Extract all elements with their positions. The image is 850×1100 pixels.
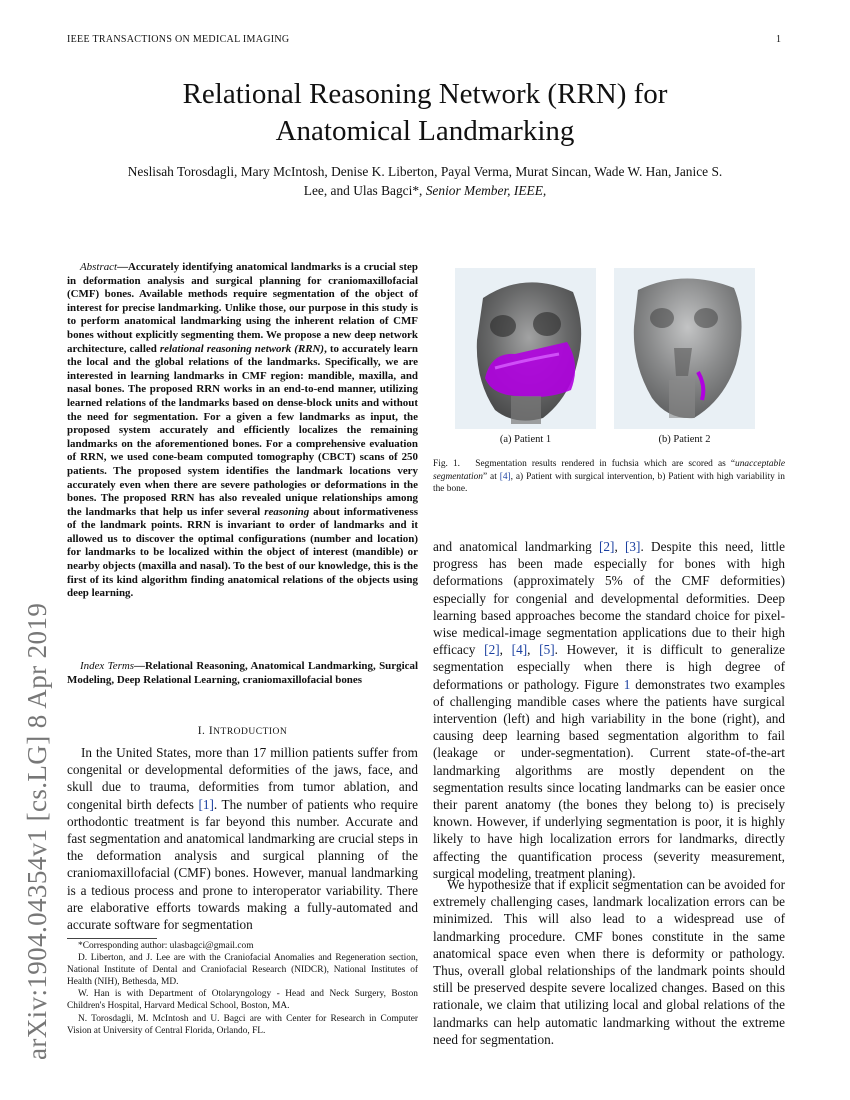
- figure-caption-text-2: ” at: [483, 471, 500, 482]
- footnote-corresponding: *Corresponding author: ulasbagci@gmail.com: [78, 941, 254, 951]
- author-list: [60, 162, 790, 200]
- right-paragraph-1: [433, 538, 785, 882]
- right-text-a: and anatomical landmarking: [433, 539, 599, 554]
- arxiv-stamp: arXiv:1904.04354v1 [cs.LG] 8 Apr 2019: [22, 602, 52, 1060]
- abstract-label: Abstract: [80, 261, 118, 273]
- paper-title: [0, 76, 850, 150]
- author-role: Senior Member, IEEE,: [425, 183, 547, 198]
- footnote-affiliation-nidcr: D. Liberton, and J. Lee are with the Craniofacial Anomalies and Regeneration section, National Institute of Dental and Craniofacial Research (NIDCR), National Institutes of Health (NIH), Bethesda, MD.: [67, 953, 418, 988]
- intro-text-1: In the United States, more than 17 million patients suffer from congenital or developmental deformities of the jaws, face, and skull due to trauma, deformities from tumor ablation, and congenital birth defects: [67, 745, 418, 812]
- figure-caption: [433, 458, 785, 496]
- figure-caption-emphasis: unacceptable segmentation: [433, 459, 786, 482]
- abstract-term-rrn: relational reasoning network (RRN): [159, 342, 325, 355]
- right-text-c: . However, it is difficult to generalize segmentation especially when there is high degree of deformations or pathology. Figure: [433, 642, 786, 692]
- right-paragraph-2: We hypothesize that if explicit segmentation can be avoided for extremely challenging cases, landmark localization errors can be minimized. This will also lead to a widespread use of landmarking procedure. CMF bones constitute in the same anatomical space even when there is deformity or pathology. Thus, overall global relationships of the landmark points should still be preserved despite severe localized changes. Based on this rationale, we claim that utilizing local and global relations of the landmarks can help automatic landmarking without the extreme need for segmentation.: [433, 877, 785, 1047]
- authors-line-2: [60, 181, 790, 200]
- footnote-affiliation-boston: W. Han is with Department of Otolaryngology - Head and Neck Surgery, Boston Children's Hospital, Harvard Medical School, Boston, MA.: [67, 989, 418, 1012]
- authors-line-1: Neslisah Torosdagli, Mary McIntosh, Denise K. Liberton, Payal Verma, Murat Sincan, Wade W. Han, Janice S.: [127, 164, 723, 179]
- abstract: [67, 261, 418, 601]
- section-initial: I: [208, 725, 214, 737]
- figure-caption-text-3: , a) Patient with surgical intervention, b) Patient with high variability in the bone.: [433, 471, 785, 494]
- page-number: 1: [776, 34, 782, 45]
- figure-reference-link[interactable]: 1: [623, 676, 631, 692]
- figure-subcaption-b: (b) Patient 2: [658, 434, 711, 445]
- index-terms-label: Index Terms: [80, 660, 135, 672]
- authors-names: Lee, and Ulas Bagci*,: [303, 183, 426, 198]
- journal-header: IEEE TRANSACTIONS ON MEDICAL IMAGING: [67, 34, 290, 45]
- citation-separator: ,: [614, 539, 625, 554]
- abstract-text-2: , to accurately learn the local and the global relations of the landmarks. Specifically, we are interested in learning landmarks in CMF region: mandible, maxilla, and nasal bones. The proposed RRN works in an end-to-end manner, utilizing learned relations of the landmarks based on dense-block units and without the need for segmentation. For a given a few landmarks as input, the proposed system accurately and efficiently localizes the remaining landmarks on the aforementioned bones. For a comprehensive evaluation of RRN, we used cone-beam computed tomography (CBCT) scans of 250 patients. The proposed system identifies the landmark locations very accurately even when there are severe pathologies or deformations in the bones. The proposed RRN has also revealed unique relationships among the landmarks that help us infer several: [67, 342, 419, 518]
- figure-patient-2-image: [614, 268, 755, 429]
- citation-separator: ,: [527, 642, 540, 658]
- abstract-term-reasoning: reasoning: [264, 505, 310, 518]
- index-terms-text: —Relational Reasoning, Anatomical Landmarking, Surgical Modeling, Deep Relational Learning, craniomaxillofacial bones: [67, 660, 418, 686]
- footnotes: [67, 940, 418, 1037]
- right-text-d: demonstrates two examples of challenging mandible cases where the patients have surgical intervention (left) and high variability in the bone (right), and causing deep learning based segmentation algorithm to fail (leakage or under-segmentation). Current state-of-the-art landmarking algorithms are mostly dependent on the segmentation results since locating landmarks can be easier once their parent anatomy (the bones they belong to) is precisely known. However, if underlying segmentation is poor, it is highly likely to have high localization errors for landmarks, directly affecting the quantification process (severity measurement, surgical modeling, treatment planing).: [433, 676, 785, 881]
- intro-paragraph: [67, 744, 418, 933]
- section-title-rest: NTRODUCTION: [213, 727, 288, 737]
- title-line-2: Anatomical Landmarking: [275, 115, 575, 147]
- citation-link[interactable]: [4]: [499, 471, 511, 482]
- citation-link[interactable]: [5]: [539, 642, 555, 658]
- figure-label: Fig. 1.: [433, 459, 460, 469]
- citation-link[interactable]: [2]: [598, 539, 615, 554]
- figure-subcaption-a: (a) Patient 1: [499, 434, 552, 445]
- citation-link[interactable]: [1]: [198, 796, 214, 812]
- citation-link[interactable]: [3]: [625, 539, 641, 554]
- abstract-text-1: —Accurately identifying anatomical landmarks is a crucial step in deformation analysis and surgical planning for craniomaxillofacial (CMF) bones. Available methods require segmentation of the object of interest for precise landmarking. Unlike those, our purpose in this study is to perform anatomical landmarking using the inherent relation of CMF bones without explicitly segmenting them. We propose a new deep network architecture, called: [67, 261, 418, 355]
- abstract-text-3: about informativeness of the landmark points. RRN is invariant to order of landmarks and it allowed us to discover the optimal configurations (number and location) for landmarks to be localized within the object of interest (mandible) or nearby objects (maxilla and nasal). To the best of our knowledge, this is the first of its kind algorithm finding anatomical relations of the objects using deep learning.: [67, 505, 418, 600]
- figure-patient-1-image: [455, 268, 596, 429]
- footnote-affiliation-ucf: N. Torosdagli, M. McIntosh and U. Bagci are with Center for Research in Computer Vision at University of Central Florida, Orlando, FL.: [67, 1013, 418, 1036]
- right-text-b: . Despite this need, little progress has been made especially for bones with high deformations (approximately 5% of the CMF deformities) especially for congenial and developmental deformities. Deep learning based approaches become the standard choice for pixel-wise medical-image segmentation applications due to their high efficacy: [433, 539, 785, 658]
- citation-link[interactable]: [2]: [484, 642, 500, 658]
- title-line-1: Relational Reasoning Network (RRN) for: [182, 78, 668, 110]
- figure-caption-text-1: Segmentation results rendered in fuchsia which are scored as “: [475, 459, 736, 469]
- index-terms: [67, 660, 418, 687]
- footnote-divider: [67, 938, 157, 939]
- citation-separator: ,: [499, 642, 512, 658]
- section-number: I.: [197, 725, 206, 737]
- citation-link[interactable]: [4]: [511, 642, 528, 658]
- section-heading: [67, 725, 418, 737]
- intro-text-2: . The number of patients who require orthodontic treatment is far beyond this number. Accurate and fast segmentation and anatomical landmarking are crucial steps in the deformation analysis and surgical planning of the craniomaxillofacial (CMF) bones. However, manual landmarking is a tedious process and prone to interoperator variability. There are elaborative efforts towards making a fully-automated and accurate software for segmentation: [67, 796, 419, 933]
